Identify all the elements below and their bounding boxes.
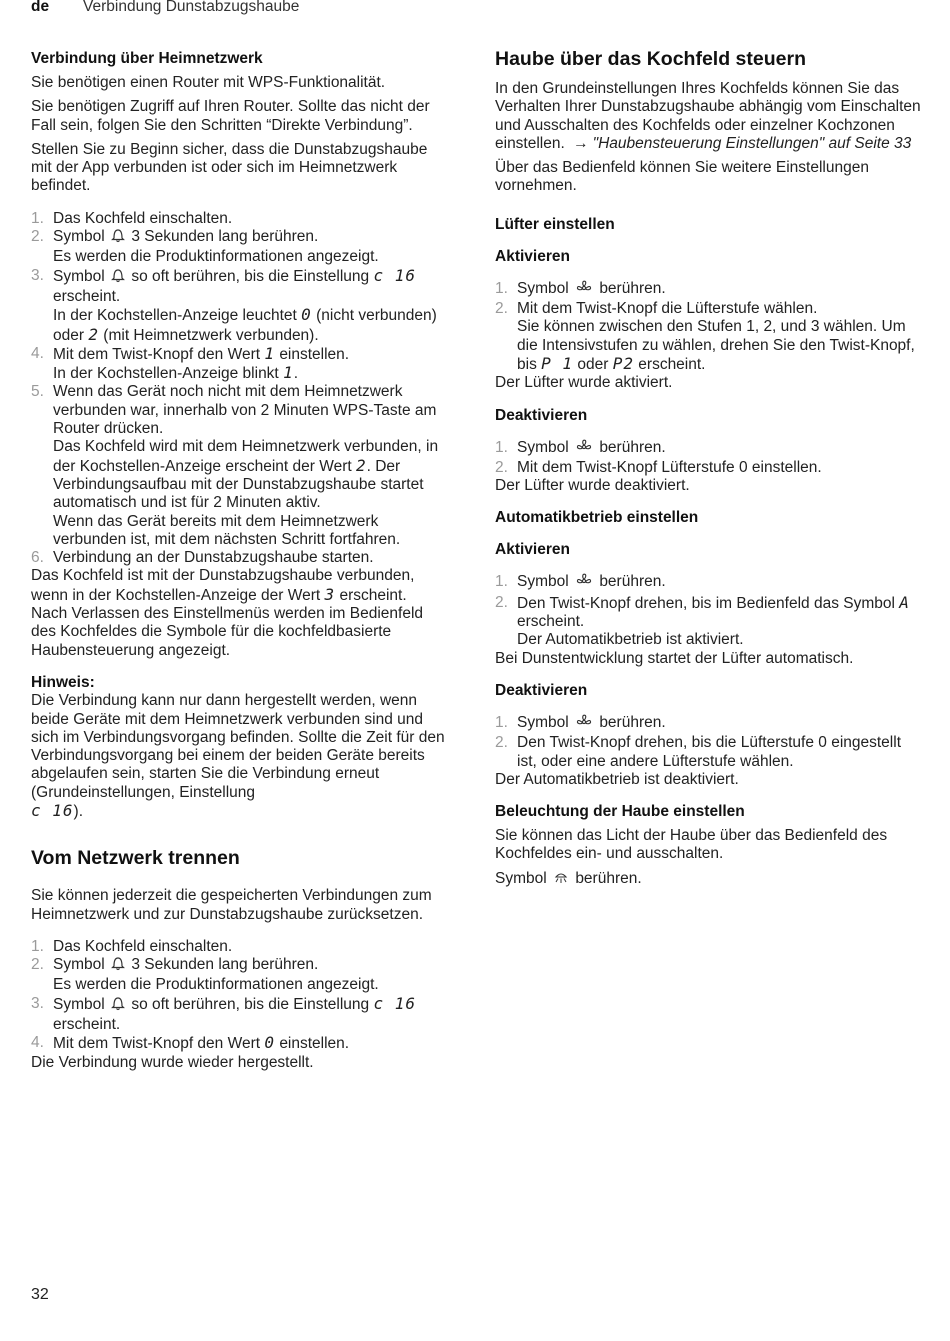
- light-icon: [553, 870, 569, 890]
- left-column: [31, 50, 451, 1072]
- result-text: Die Verbindung wurde wieder hergestellt.: [31, 1053, 314, 1071]
- right-column: [495, 48, 925, 890]
- list-item: 2. Den Twist-Knopf drehen, bis die Lüfterstufe 0 eingestellt ist, oder eine andere Lüfterstufe wählen.: [495, 734, 901, 770]
- paragraph: Sie benötigen Zugriff auf Ihren Router. Sollte das nicht der Fall sein, folgen Sie den Schritten “Direkte Verbindung”.: [31, 98, 430, 134]
- page-header: [31, 0, 299, 16]
- result-text: Bei Dunstentwicklung startet der Lüfter automatisch.: [495, 649, 854, 667]
- list-item: 1. Symbol berühren.: [495, 280, 925, 300]
- subheading-lighting: Beleuchtung der Haube einstellen: [495, 803, 745, 821]
- display-code: 2: [355, 455, 367, 475]
- list-item: 2. Symbol 3 Sekunden lang berühren. Es werden die Produktinformationen angezeigt.: [31, 956, 379, 994]
- display-code: c 16: [31, 800, 74, 820]
- fan-icon: [575, 714, 593, 734]
- paragraph: Über das Bedienfeld können Sie weitere Einstellungen vornehmen.: [495, 159, 869, 195]
- paragraph: Sie können das Licht der Haube über das Bedienfeld des Kochfeldes ein- und ausschalten.: [495, 827, 888, 863]
- step-list: [31, 210, 451, 568]
- list-item: 4. Mit dem Twist-Knopf den Wert 0 einstellen.: [31, 1033, 350, 1053]
- display-code: P2: [612, 353, 634, 373]
- paragraph: In den Grundeinstellungen Ihres Kochfelds können Sie das Verhalten Ihrer Dunstabzugshaube abhängig vom Einschalten und Ausschalten des Kochfelds oder einzelner Kochzonen einstellen. → "Haubensteuerung Einstellungen" auf Seite 33: [495, 80, 921, 152]
- result-text: Der Lüfter wurde deaktiviert.: [495, 477, 690, 495]
- list-item: 1. Symbol berühren.: [495, 573, 925, 593]
- bell-icon: [111, 228, 125, 248]
- display-code: 1: [283, 363, 294, 383]
- header-title: Verbindung Dunstabzugshaube: [83, 0, 300, 15]
- display-code: c 16: [373, 993, 416, 1013]
- paragraph: Nach Verlassen des Einstellmenüs werden im Bedienfeld des Kochfeldes die Symbole für die kochfeldbasierte Haubensteuerung angezeigt.: [31, 605, 424, 659]
- step-list: [495, 714, 925, 771]
- display-code: c 16: [373, 265, 416, 285]
- paragraph: Sie können jederzeit die gespeicherten Verbindungen zum Heimnetzwerk und zur Dunstabzugshaube zurücksetzen.: [31, 887, 432, 923]
- language-code: de: [31, 0, 50, 15]
- list-item: 6. Verbindung an der Dunstabzugshaube starten.: [31, 549, 374, 567]
- instruction: Symbol berühren.: [495, 870, 925, 890]
- list-item: 5. Wenn das Gerät noch nicht mit dem Heimnetzwerk verbunden war, innerhalb von 2 Minuten WPS-Taste am Router drücken. Das Kochfeld wird mit dem Heimnetzwerk verbunden, in der Kochstellen-Anzeige erscheint der Wert 2. Der Verbindungsaufbau mit der Dunstabzugshaube startet automatisch und ist für 2 Minuten aktiv. Wenn das Gerät bereits mit dem Heimnetzwerk verbunden ist, mit dem nächsten Schritt fortfahren.: [31, 383, 439, 548]
- display-code: 3: [324, 584, 336, 604]
- paragraph: Sie benötigen einen Router mit WPS-Funktionalität.: [31, 74, 386, 91]
- display-code: P 1: [541, 353, 574, 373]
- display-code: 1: [264, 343, 275, 363]
- section-heading-home-network: Verbindung über Heimnetzwerk: [31, 50, 263, 67]
- list-item: 2. Symbol 3 Sekunden lang berühren. Es werden die Produktinformationen angezeigt.: [31, 228, 379, 266]
- step-list: [495, 573, 925, 649]
- fan-icon: [575, 439, 593, 459]
- step-list: [31, 938, 451, 1054]
- fan-icon: [575, 573, 593, 593]
- cross-reference: "Haubensteuerung Einstellungen" auf Seite 33: [592, 134, 912, 152]
- note-text: Die Verbindung kann nur dann hergestellt werden, wenn beide Geräte mit dem Heimnetzwerk verbunden sind und sich im Verbindungsvorgang befinden. Sollte die Zeit für den Verbindungsvorgang bei einem der beiden Geräte bereits abgelaufen sein, starten Sie die Verbindung erneut (Grundeinstellungen, Einstellung c 16).: [31, 692, 445, 820]
- subheading-deactivate: Deaktivieren: [495, 406, 588, 424]
- display-code: 0: [301, 305, 312, 325]
- list-item: 4. Mit dem Twist-Knopf den Wert 1 einstellen. In der Kochstellen-Anzeige blinkt 1.: [31, 343, 350, 383]
- list-item: 1. Das Kochfeld einschalten.: [31, 937, 233, 955]
- list-item: 1. Das Kochfeld einschalten.: [31, 209, 233, 227]
- list-item: 2. Mit dem Twist-Knopf Lüfterstufe 0 einstellen.: [495, 458, 822, 476]
- subheading-fan: Lüfter einstellen: [495, 215, 615, 233]
- arrow-right-icon: →: [573, 134, 589, 152]
- fan-icon: [575, 280, 593, 300]
- list-item: 2. Den Twist-Knopf drehen, bis im Bedienfeld das Symbol A erscheint. Der Automatikbetrieb ist aktiviert.: [495, 592, 910, 649]
- list-item: 2. Mit dem Twist-Knopf die Lüfterstufe wählen. Sie können zwischen den Stufen 1, 2, und 3 wählen. Um die Intensivstufen zu wählen, drehen Sie den Twist-Knopf, bis P 1 oder P2 erscheint.: [495, 300, 915, 373]
- display-code: 2: [88, 324, 99, 344]
- section-heading-hood-control: Haube über das Kochfeld steuern: [495, 48, 806, 70]
- subheading-activate: Aktivieren: [495, 247, 570, 265]
- result-text: Das Kochfeld ist mit der Dunstabzugshaube verbunden, wenn in der Kochstellen-Anzeige der Wert 3 erscheint.: [31, 567, 415, 604]
- note-title: Hinweis:: [31, 673, 95, 691]
- step-list: [495, 439, 925, 478]
- result-text: Der Lüfter wurde aktiviert.: [495, 374, 673, 392]
- page-number: 32: [31, 1286, 49, 1303]
- section-heading-disconnect: Vom Netzwerk trennen: [31, 847, 240, 870]
- list-item: 3. Symbol so oft berühren, bis die Einstellung c 16 erscheint.: [31, 993, 416, 1034]
- list-item: 3. Symbol so oft berühren, bis die Einstellung c 16 erscheint. In der Kochstellen-Anzeige leuchtet 0 (nicht verbunden) oder 2 (mit Heimnetzwerk verbunden).: [31, 265, 437, 344]
- display-code: A: [899, 592, 910, 612]
- subheading-deactivate: Deaktivieren: [495, 681, 588, 699]
- display-code: 0: [264, 1033, 275, 1053]
- step-list: [495, 280, 925, 374]
- bell-icon: [111, 996, 125, 1016]
- bell-icon: [111, 956, 125, 976]
- bell-icon: [111, 268, 125, 288]
- result-text: Der Automatikbetrieb ist deaktiviert.: [495, 770, 739, 788]
- subheading-activate: Aktivieren: [495, 541, 570, 559]
- list-item: 1. Symbol berühren.: [495, 714, 925, 734]
- subheading-auto-mode: Automatikbetrieb einstellen: [495, 509, 699, 527]
- paragraph: Stellen Sie zu Beginn sicher, dass die Dunstabzugshaube mit der App verbunden ist oder sich im Heimnetzwerk befindet.: [31, 140, 428, 195]
- list-item: 1. Symbol berühren.: [495, 439, 925, 459]
